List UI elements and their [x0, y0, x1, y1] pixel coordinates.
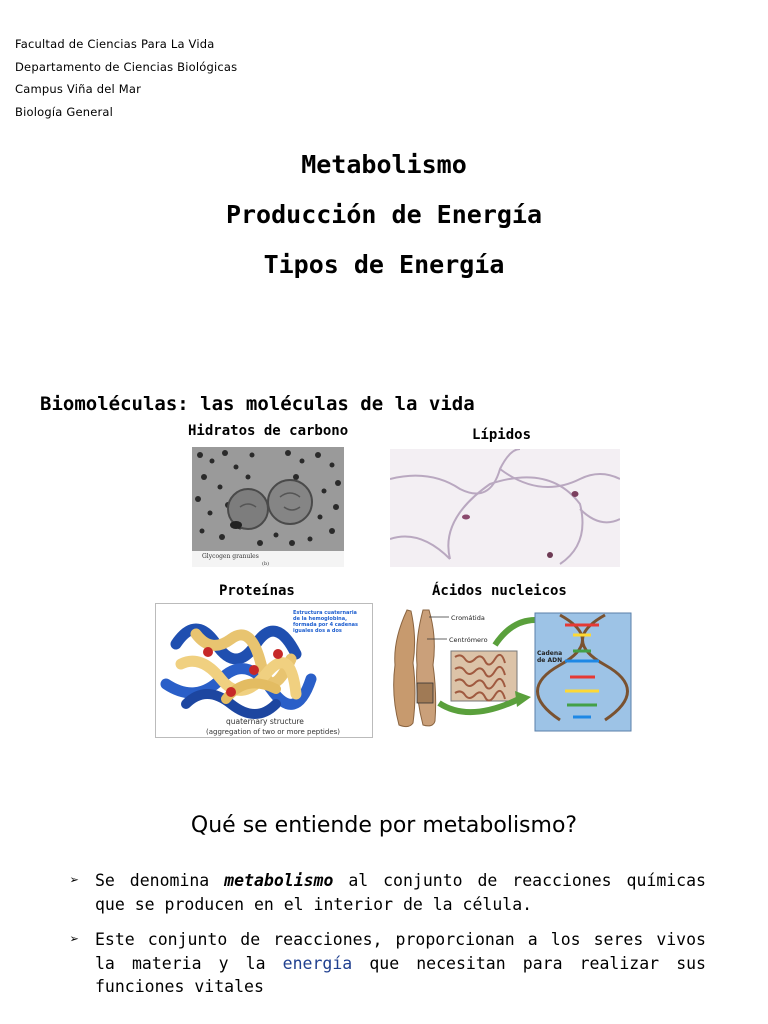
main-title: Metabolismo	[301, 150, 467, 179]
bullet1-text-end: al conjunto de reacciones químicas que se producen en el interior de la célula.	[95, 871, 706, 914]
bullet2-text-end: que necesitan para realizar sus funciones vitales	[95, 953, 706, 996]
dna-chain-label-1: Cadena	[537, 650, 563, 657]
subtitle-energy-production: Producción de Energía	[225, 200, 543, 229]
chromatid-label: Cromátida	[451, 614, 485, 622]
quaternary-structure-label: quaternary structure	[226, 717, 304, 726]
course-line: Biología General	[15, 105, 114, 120]
glycogen-label: Glycogen granules	[202, 553, 259, 560]
institution-header	[15, 33, 237, 124]
subtitle-energy-types: Tipos de Energía	[263, 250, 505, 279]
chromosome-dna-image	[385, 605, 635, 735]
campus-line: Campus Viña del Mar	[15, 82, 142, 97]
aggregation-label: (aggregation of two or more peptides)	[206, 728, 341, 736]
carbs-caption: Hidratos de carbono	[188, 423, 349, 439]
nucleic-acids-figure	[385, 605, 635, 735]
bullet2-text-start: Este conjunto de reacciones, proporcionan a los seres vivos la materia y la	[95, 930, 706, 973]
nucleic-acids-caption: Ácidos nucleicos	[432, 583, 567, 599]
dna-chain-label-2: de ADN	[537, 657, 563, 664]
biomolecules-heading: Biomoléculas: las moléculas de la vida	[40, 393, 475, 415]
hemoglobin-image	[156, 604, 373, 738]
metabolism-term: metabolismo	[224, 871, 334, 890]
lipids-caption: Lípidos	[472, 427, 532, 443]
lipids-micrograph	[390, 449, 620, 567]
faculty-line: Facultad de Ciencias Para La Vida	[15, 37, 215, 51]
proteins-caption: Proteínas	[219, 583, 295, 599]
metabolism-question: Qué se entiende por metabolismo?	[190, 813, 578, 838]
glycogen-micrograph-image	[192, 447, 344, 567]
panel-label: (b)	[262, 561, 270, 567]
department-line: Departamento de Ciencias Biológicas	[15, 59, 238, 74]
protein-figure	[155, 603, 373, 738]
adipose-tissue-image	[390, 449, 620, 567]
bullet-definition	[70, 869, 706, 916]
centromere-label: Centrómero	[449, 636, 488, 644]
arrow-bullet-icon: ➢	[70, 930, 80, 948]
carbohydrates-micrograph	[192, 447, 344, 567]
energy-term: energía	[282, 953, 353, 973]
bullet1-text-start: Se denomina	[95, 871, 225, 890]
protein-note: Estructura cuaternaria de la hemoglobina, formada por 4 cadenas iguales dos a dos	[293, 610, 359, 634]
bullet-function	[70, 928, 706, 999]
arrow-bullet-icon: ➢	[70, 871, 80, 889]
